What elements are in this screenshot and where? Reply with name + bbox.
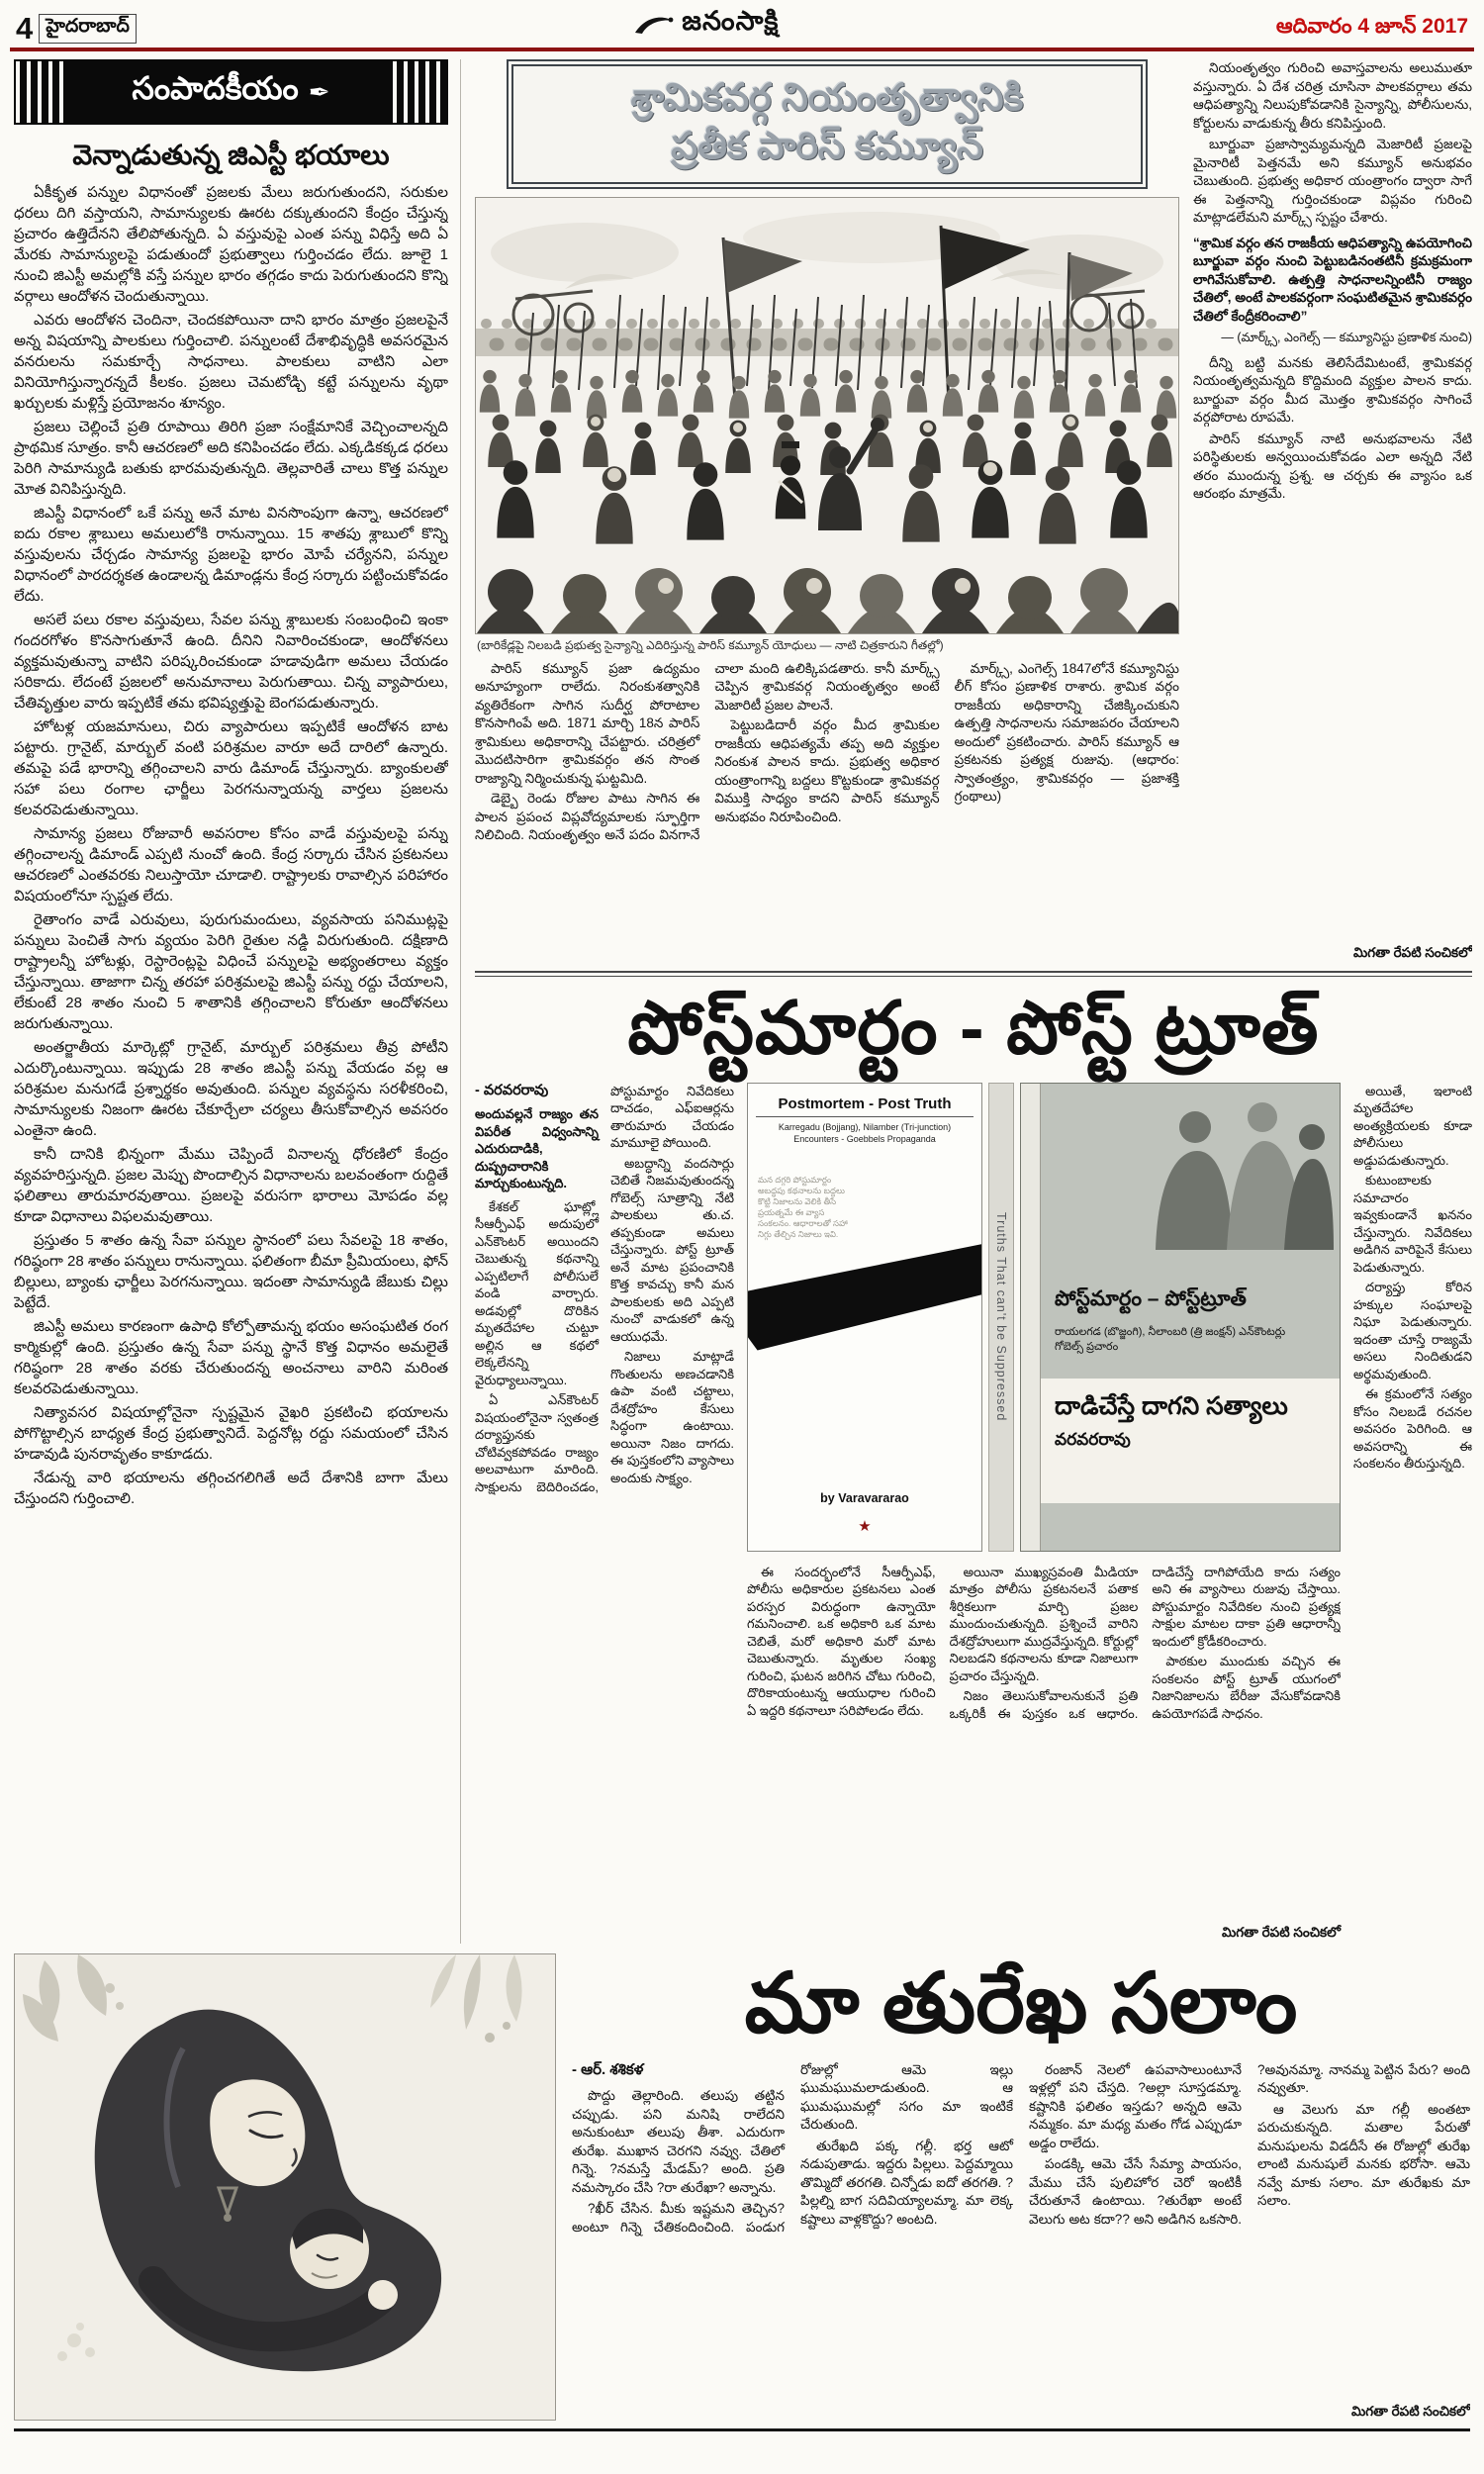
paragraph: ఆ వెలుగు మా గల్లీ అంతటా పరుచుకున్నది. మతాల పేరుతో మనుషులను విడదీసే ఈ రోజుల్లో తురేఖ లాంటి మనుషులే మనకు భరోసా. ఆమె నవ్వే మాకు సలాం. మా తురేఖకు మా సలాం. <box>1257 2101 1470 2209</box>
masthead <box>633 6 779 44</box>
paragraph: రంజాన్ నెలలో ఉపవాసాలుంటూనే ఇళ్లల్లో పని చేస్తది. ?అల్లా సూస్తడమ్మా. కష్టానికి ఫలితం ఇస్తడు? అన్నది ఆమె నమ్మకం. మా మధ్య మతం గోడ ఎప్పుడూ అడ్డం రాలేదు. <box>1029 2061 1242 2150</box>
paragraph: దర్యాప్తు కోరిన హక్కుల సంఘాలపై నిఘా పెడుతున్నారు. ఇదంతా చూస్తే రాజ్యమే అసలు నిందితుడని అర్థమవుతుంది. <box>1353 1280 1472 1381</box>
paragraph: అయితే, ఇలాంటి మృతదేహాల అంత్యక్రియలకు కూడా పోలీసులు అడ్డుపడుతున్నారు. <box>1353 1083 1472 1168</box>
page-info <box>16 13 137 44</box>
paragraph: నిజం తెలుసుకోవాలనుకునే ప్రతి ఒక్కరికీ ఈ పుస్తకం ఒక ఆధారం. దాడిచేస్తే దాగిపోయేది కాదు సత్యం అని ఈ వ్యాసాలు రుజువు చేస్తాయి. పోస్టుమార్టం నివేదికల నుంచి ప్రత్యక్ష సాక్షుల మాటల దాకా ప్రతి ఆధారాన్నీ ఇందులో క్రోడీకరించారు. <box>949 1564 1341 1721</box>
paragraph: ఎవరు ఆందోళన చెందినా, చెందకపోయినా దాని భారం మాత్రం ప్రజలపైనే అన్న విషయాన్ని పాలకులు గుర్తించాలి. పన్నులంటే దేశాభివృద్ధికి అవసరమైన వనరులను సమకూర్చే సాధనాలు. పాలకులు వాటిని ఎలా వినియోగిస్తున్నారన్నదే కీలకం. ప్రజలు చెమటోడ్చి కట్టే పన్నులను వృథా ఖర్చులకు మళ్లిస్తే ప్రయోజనం శూన్యం. <box>14 312 448 413</box>
book-subtitle-line1: రాయలగడ (బొజ్జంగి), నీలాంబరి (త్రి జంక్షన్) ఎన్‌కౌంటర్లు <box>1055 1325 1286 1338</box>
continued-note: మిగతా రేపటి సంచికలో <box>1212 1925 1341 1944</box>
commune-quote-attribution: — (మార్క్స్, ఎంగెల్స్ — కమ్యూనిస్టు ప్రణాళిక నుంచి) <box>1221 331 1472 344</box>
paragraph: పారిస్ కమ్యూన్ నాటి అనుభవాలను నేటి పరిస్థితులకు అన్వయించుకోవడం ఎలా అన్నది నేటి తరం ముందున్న ప్రశ్న. ఆ చర్చకు ఈ వ్యాసం ఒక ఆరంభం మాత్రమే. <box>1193 430 1472 501</box>
postmortem-left-columns <box>475 1083 734 1945</box>
commune-headline-line1: శ్రామికవర్గ నియంతృత్వానికి <box>630 77 1024 119</box>
publisher-mark-icon: ★ <box>858 1517 872 1535</box>
salam-article <box>0 1944 1484 2421</box>
postmortem-article <box>475 983 1472 1944</box>
paragraph: నేడున్న వారి భయాలను తగ్గించగలిగితే అదే దేశానికి బాగా మేలు చేస్తుందని గుర్తించాలి. <box>14 1470 448 1508</box>
editorial-section-banner <box>14 59 448 125</box>
paragraph: కానీ దానికి భిన్నంగా మేము చెప్పిందే వినాలన్న ధోరణిలో కేంద్రం వ్యవహరిస్తున్నది. ప్రజల మెప్పు పొందాల్సిన విధానాలను బలవంతంగా రుద్దితే ఫలితాలు తారుమారవుతాయి. ప్రజలపై వరుసగా భారాలు మోపడం వల్ల కూడా విధానాలు విఫలమవుతాయి. <box>14 1146 448 1226</box>
book-cover-telugu <box>1020 1083 1341 1552</box>
book-tagline: దాడిచేస్తే దాగని సత్యాలు <box>1055 1391 1288 1420</box>
paragraph: పెట్టుబడిదారీ వర్గం మీద శ్రామికుల రాజకీయ ఆధిపత్యమే తప్ప అది వ్యక్తుల నిరంకుశ పాలన కాదు. ప్రభుత్వ అధికార యంత్రాంగాన్ని బద్దలు కొట్టకుండా శ్రామికవర్గ విముక్తి సాధ్యం కాదని పారిస్ కమ్యూన్ అనుభవం నిరూపించింది. <box>714 717 940 824</box>
book-spine-text: Truths That can't be Suppressed <box>994 1211 1008 1422</box>
book-title: Postmortem - Post Truth <box>756 1095 974 1117</box>
page-number: 4 <box>16 11 34 46</box>
paragraph: జిఎస్టీ విధానంలో ఒకే పన్ను అనే మాట వినసొంపుగా ఉన్నా, ఆచరణలో ఐదు రకాల శ్లాబులు అమలులోకి రానున్నాయి. 15 శాతపు శ్లాబులో కొన్ని వస్తువులను చేర్చడం సామాన్య ప్రజలపై భారం మోపే చర్యేనని, పన్నుల విధానంలో పారదర్శకత ఉండాలన్న డిమాండ్లను కేంద్ర సర్కారు పట్టించుకోవడం లేదు. <box>14 505 448 606</box>
paragraph: నిజాలు మాట్లాడే గొంతులను అణచడానికి ఉపా వంటి చట్టాలు, దేశద్రోహం కేసులు సిద్ధంగా ఉంటాయి. అయినా నిజం దాగదు. ఈ పుస్తకంలోని వ్యాసాలు అందుకు సాక్ష్యం. <box>610 1349 734 1485</box>
editorial-section-label: సంపాదకీయం <box>132 69 299 106</box>
paragraph: హోటళ్ల యజమానులు, చిరు వ్యాపారులు ఇప్పటికే ఆందోళన బాట పట్టారు. గ్రానైట్, మార్బుల్ వంటి పరిశ్రమల వారూ అదే దారిలో ఉన్నారు. తమపై పడే భారాన్ని తగ్గించాలని వారు డిమాండ్ చేస్తున్నారు. బ్యాంకులతో సహా పలు రంగాల ఛార్జీలు పెరగనున్నాయన్న వార్తలు ప్రజలను కలవరపెడుతున్నాయి. <box>14 718 448 819</box>
salam-columns <box>572 2061 1470 2421</box>
main-content <box>0 51 1484 1944</box>
paragraph: అంతర్జాతీయ మార్కెట్లో గ్రానైట్, మార్బుల్ పరిశ్రమలు తీవ్ర పోటీని ఎదుర్కొంటున్నాయి. ఇప్పుడు 28 శాతం జిఎస్టీ పన్ను వేయడం వల్ల ఆ పరిశ్రమల మనుగడే ప్రశ్నార్థకం అవుతుంది. పన్నుల వ్యవస్థను సరళీకరించి, సామాన్యులకు నిజంగా ఊరట చేకూర్చేలా చర్యలు తీసుకోవాల్సిన అవసరం ఎంతైనా ఉంది. <box>14 1039 448 1140</box>
paragraph: సామాన్య ప్రజలు రోజువారీ అవసరాల కోసం వాడే వస్తువులపై పన్ను తగ్గించాలన్న డిమాండ్ ఎప్పటి నుంచో ఉంది. కేంద్ర సర్కారు చేసిన ప్రకటనలు ఆచరణలో ఎంతవరకు నిలుస్తాయో చూడాలి. రాష్ట్రాలకు రావాల్సిన పరిహారం విషయంలోనూ స్పష్టత లేదు. <box>14 825 448 905</box>
postmortem-grid <box>475 1083 1472 1945</box>
book-author: by Varavararao <box>820 1490 909 1505</box>
book-subtitle-line2: గోబెల్స్ ప్రచారం <box>1055 1340 1119 1353</box>
section-divider <box>475 971 1472 977</box>
masthead-title: జనంసాక్షి <box>682 6 780 36</box>
paragraph: కుటుంబాలకు సమాచారం ఇవ్వకుండానే ఖననం చేస్తున్నారు. నివేదికలు అడిగిన వారిపైనే కేసులు పెడుతున్నారు. <box>1353 1173 1472 1275</box>
commune-paragraphs <box>475 660 1179 845</box>
paragraph: రైతాంగం వాడే ఎరువులు, పురుగుమందులు, వ్యవసాయ పనిముట్లపై పన్నులు పెంచితే సాగు వ్యయం పెరిగి రైతుల నడ్డి విరుగుతుంది. దక్షిణాది రాష్ట్రాలన్నీ హోటళ్లు, రెస్టారెంట్లపై విధించే పన్నులపై అభ్యంతరాలు వ్యక్తం చేస్తున్నాయి. తాజాగా చిన్న తరహా పరిశ్రమలపై జిఎస్టీ పన్ను రద్దు చేయాలని, లేకుంటే 28 శాతం నుంచి 5 శాతానికి తగ్గించాలని కోరుతూ ఆందోళనలు జరుగుతున్నాయి. <box>14 911 448 1033</box>
book-title-band <box>1041 1379 1340 1503</box>
commune-article <box>475 59 1472 962</box>
paragraph: నిత్యావసర విషయాల్లోనైనా స్పష్టమైన వైఖరి ప్రకటించి భయాలను పోగొట్టాల్సిన బాధ్యత కేంద్ర ప్రభుత్వానిదే. పెద్దనోట్ల రద్దు సమయంలో చేసిన హడావుడి పునరావృతం కాకూడదు. <box>14 1404 448 1464</box>
postmortem-lower-paragraphs <box>747 1564 1341 1724</box>
paragraph: పారిస్ కమ్యూన్ ప్రజా ఉద్యమం అనూహ్యంగా రాలేదు. నిరంకుశత్వానికి వ్యతిరేకంగా సాగిన సుదీర్ఘ పోరాటాల కొనసాగింపే అది. 1871 మార్చి 18న పారిస్ శ్రామికులు అధికారాన్ని చేపట్టారు. చరిత్రలో మొదటిసారిగా శ్రామికవర్గం తన సొంత రాజ్యాన్ని నిర్మించుకున్న ఘట్టమిది. <box>475 660 700 786</box>
commune-headline-line2: ప్రతీక పారిస్ కమ్యూన్ <box>671 126 983 168</box>
paragraph: పాఠకుల ముందుకు వచ్చిన ఈ సంకలనం పోస్ట్ ట్రూత్ యుగంలో నిజానిజాలను బేరీజు వేసుకోవడానికి ఉపయోగపడే సాధనం. <box>1152 1654 1341 1721</box>
paragraph: ప్రజలు చెల్లించే ప్రతి రూపాయి తిరిగి ప్రజా సంక్షేమానికే వెచ్చించాలన్నది ప్రాథమిక సూత్రం. కానీ ఆచరణలో అది కనిపించడం లేదు. ఎక్కడికక్కడ ధరలు పెరిగి సామాన్యుడి బతుకు భారమవుతున్నది. తెల్లవారితే చాలు కొత్త పన్నుల మోత వినిపిస్తున్నది. <box>14 419 448 499</box>
editorial-body <box>14 182 448 1944</box>
right-column-area <box>475 59 1472 1944</box>
paragraph: జిఎస్టీ అమలు కారణంగా ఉపాధి కోల్పోతామన్న భయం అసంఘటిత రంగ కార్మికుల్లో ఉంది. ప్రస్తుతం ఉన్న సేవా పన్ను స్థానే కొత్త విధానం అమలైతే గరిష్ఠంగా 28 శాతం వరకు చేరుతుందన్న అంచనాలు వారిని మరింత కలవరపెడుతున్నాయి. <box>14 1318 448 1398</box>
book-title: పోస్ట్‌మార్టం – పోస్ట్‌ట్రూత్ <box>1055 1286 1247 1310</box>
continued-note: మిగతా రేపటి సంచికలో <box>1342 2403 1470 2422</box>
salam-paragraphs <box>572 2061 1470 2237</box>
postmortem-headline: పోస్ట్‌మార్టం - పోస్ట్ ట్రూత్ <box>627 987 1320 1069</box>
paragraph: దీన్ని బట్టి మనకు తెలిసేదేమిటంటే, శ్రామికవర్గ నియంతృత్వమన్నది కొద్దిమంది వ్యక్తుల పాలన కాదు. బూర్జువా వర్గం మీద మొత్తం శ్రామికవర్గం సాగించే వర్గపోరాట రూపమే. <box>1193 354 1472 425</box>
paragraph: అయినా ముఖ్యస్రవంతి మీడియా మాత్రం పోలీసు ప్రకటనలనే పతాక శీర్షికలుగా మార్చి ప్రజల ముందుంచుతున్నది. ప్రశ్నించే వారిని దేశద్రోహులుగా ముద్రవేస్తున్నది. కోర్టుల్లో నిలబడని కథనాలను కూడా నిజాలుగా ప్రచారం చేస్తున్నది. <box>949 1564 1139 1683</box>
pen-icon: ✒ <box>308 76 330 107</box>
postmortem-lower-columns <box>747 1564 1341 1945</box>
masthead-flourish-icon <box>633 14 675 36</box>
postmortem-right-column <box>1353 1083 1472 1945</box>
commune-body-columns <box>475 660 1179 962</box>
postmortem-center-block <box>747 1083 1341 1945</box>
mother-child-illustration <box>14 1953 556 2421</box>
book-margin-strip <box>1021 1084 1041 1551</box>
illustration-caption: (బారికేడ్లపై నిలబడి ప్రభుత్వ సైన్యాన్ని ఎదిరిస్తున్న పారిస్ కమ్యూన్ యోధులు — నాటి చిత్రకారుని గీతల్లో) <box>477 637 944 652</box>
commune-side-bottom <box>1193 354 1472 504</box>
editorial-paragraphs <box>14 182 448 1509</box>
paragraph: తురేఖది పక్క గల్లీ. భర్త ఆటో నడుపుతాడు. ఇద్దరు పిల్లలు. పెద్దమ్మాయి తొమ్మిదో తరగతి. చిన్నోడు ఐదో తరగతి. ?పిల్లల్ని బాగ సదివియ్యాలమ్మా. మా లెక్క కష్టాలు వాళ్లకొద్దు? అంటది. <box>800 2138 1013 2227</box>
paragraph: అబద్ధాన్ని వందసార్లు చెబితే నిజమవుతుందన్న గోబెల్స్ సూత్రాన్ని నేటి పాలకులు తు.చ. తప్పకుండా అమలు చేస్తున్నారు. పోస్ట్ ట్రూత్ అనే మాట ప్రపంచానికి కొత్త కావచ్చు కానీ మన పాలకులకు అది ఎప్పటి నుంచో వాడుకలో ఉన్న ఆయుధమే. <box>610 1155 734 1344</box>
book-subtitle <box>1055 1325 1332 1355</box>
page-header <box>0 0 1484 46</box>
continued-note: మిగతా రేపటి సంచికలో <box>1344 944 1472 963</box>
salam-body <box>572 1953 1470 2421</box>
book-annotation: మన దగ్గరి పోస్టుమార్టం అబద్ధపు కథనాలను బద్దలు కొట్టి నిజాలను వెలికి తీసే ప్రయత్నమే ఈ వ్యాస సంకలనం. ఆధారాలతో సహా నిగ్గు తేల్చిన నిజాలు ఇవి. <box>758 1174 848 1239</box>
paragraph: ఈ క్రమంలోనే సత్యం కోసం నిలబడే రచనల అవసరం పెరిగింది. ఆ అవసరాన్ని ఈ సంకలనం తీరుస్తున్నది. <box>1353 1386 1472 1471</box>
book-spine-strip <box>988 1083 1014 1552</box>
issue-date: ఆదివారం 4 జూన్ 2017 <box>1275 15 1468 38</box>
salam-headline: మా తురేఖ సలాం <box>744 1956 1298 2049</box>
book-diagonal-band <box>747 1232 982 1351</box>
paris-commune-illustration <box>475 197 1179 634</box>
book-cover-english <box>747 1083 982 1552</box>
crowd-front-row <box>488 414 1172 474</box>
lead-paragraph: అందువల్లనే రాజ్యం తన విపరీత విధ్వంసాన్ని ఎదురుదాడికి, దుష్ప్రచారానికి మార్చుకుంటున్నది. <box>475 1106 599 1190</box>
commune-quote: “శ్రామిక వర్గం తన రాజకీయ ఆధిపత్యాన్ని ఉపయోగించి బూర్జువా వర్గం నుంచి పెట్టుబడినంతటినీ క్రమక్రమంగా లాగివేసుకోవాలి. ఉత్పత్తి సాధనాలన్నింటినీ రాజ్యం చేతిలో, అంటే పాలకవర్గంగా సంఘటితమైన శ్రామికవర్గం చేతిలో కేంద్రీకరించాలి” <box>1193 235 1472 324</box>
paragraph: ఏకీకృత పన్నుల విధానంతో ప్రజలకు మేలు జరుగుతుందని, సరుకుల ధరలు దిగి వస్తాయని, సామాన్యులకు ఊరట దక్కుతుందని కేంద్రం చేస్తున్న ప్రచారం ఉత్తిదేనని తేలిపోతున్నది. ఏ వస్తువుపై ఎంత పన్ను విధిస్తే అది ఏ మేరకు సామాన్యులపై పడుతుందో ప్రభుత్వాలు గుర్తించడం లేదు. జూలై 1 నుంచి జిఎస్టీ అమల్లోకి వస్తే పన్నుల భారం తగ్గడం కాదు పెరుగుతుందని కొన్ని వర్గాలు ఆందోళన చెందుతున్నాయి. <box>14 184 448 306</box>
paragraph: కేశకల్ ఘాట్ల్లో సీఆర్పీఎఫ్ అదుపులో ఎన్‌కౌంటర్ అయిందని చెబుతున్న కథనాన్ని ఎప్పటిలాగే పోలీసులే వండి వార్చారు. అడవుల్లో దొరికిన మృతదేహాల చుట్టూ అల్లిన ఆ కథలో లెక్కలేనన్ని వైరుధ్యాలున్నాయి. <box>475 1198 599 1387</box>
paragraph: మార్క్స్, ఎంగెల్స్ 1847లోనే కమ్యూనిస్టు లీగ్ కోసం ప్రణాళిక రాశారు. శ్రామిక వర్గం రాజకీయ అధికారాన్ని చేజిక్కించుకుని ఉత్పత్తి సాధనాలను సమాజపరం చేయాలని అందులో ప్రకటించారు. పారిస్ కమ్యూన్ ఆ ప్రకటనకు ప్రత్యక్ష రుజువు. (ఆధారం: స్వాతంత్ర్యం, శ్రామికవర్గం — ప్రజాశక్తి గ్రంథాలు) <box>954 660 1179 805</box>
book-author: వరవరరావు <box>1055 1430 1131 1449</box>
commune-main-block <box>475 59 1179 962</box>
commune-side-column <box>1193 59 1472 962</box>
editorial-headline: వెన్నాడుతున్న జిఎస్టీ భయాలు <box>72 140 390 170</box>
author-byline: - ఆర్. శశికళ <box>572 2060 644 2078</box>
editorial-article <box>14 59 461 1944</box>
paragraph: పండక్కి ఆమె చేసే సేమ్యా పాయసం, మేము చేసే పులిహోర చెరో ఇంటికీ చేరుతూనే ఉంటాయి. ?తురేఖా అంటే వెలుగు అట కదా?? అని అడిగిన ఒకసారి. ?అవునమ్మా. నానమ్మ పెట్టిన పేరు? అంది నవ్వుతూ. <box>1029 2061 1470 2227</box>
paragraph: పొద్దు తెల్లారింది. తలుపు తట్టిన చప్పుడు. పని మనిషి రాలేదని అనుకుంటూ తలుపు తీశా. ఎదురుగా తురేఖ. ముఖాన చెరగని నవ్వు. చేతిలో గిన్నె. ?నమస్తే మేడమ్? అంది. ప్రతి నమస్కారం చేసి ?రా తురేఖా? అన్నాను. <box>572 2088 785 2195</box>
book-figures-art <box>1136 1092 1334 1255</box>
banner-title-wrap <box>69 70 393 115</box>
postmortem-right-paragraphs <box>1353 1083 1472 1473</box>
paragraph: డెబ్బై రెండు రోజుల పాటు సాగిన ఈ పాలన ప్రపంచ విప్లవోద్యమాలకు స్ఫూర్తిగా నిలిచింది. నియంతృత్వం అనే పదం వినగానే చాలా మంది ఉలిక్కిపడతారు. కానీ మార్క్స్ చెప్పిన శ్రామికవర్గ నియంతృత్వం అంటే మెజారిటీ ప్రజల పాలనే. <box>475 660 940 843</box>
banner-stripes-left <box>16 61 69 123</box>
paragraph: ఏ ఎన్‌కౌంటర్ విషయంలోనైనా స్వతంత్ర దర్యాప్తునకు చోటివ్వకపోవడం రాజ్యం అలవాటుగా మారింది. సాక్షులను బెదిరించడం, పోస్టుమార్టం నివేదికలు దాచడం, ఎఫ్‌ఐఆర్లను తారుమారు చేయడం మామూలై పోయింది. <box>475 1083 734 1494</box>
book-subtitle: Karregadu (Bojjang), Nilamber (Tri-junction) Encounters - Goebbels Propaganda <box>778 1121 952 1144</box>
commune-headline-box <box>507 59 1148 189</box>
paragraph: నియంతృత్వం గురించి అవాస్తవాలను అలుముతూ వస్తున్నారు. ఏ దేశ చరిత్ర చూసినా పాలకవర్గాలు తమ ఆధిపత్యాన్ని నిలుపుకోవడానికి సైన్యాన్ని, పోలీసులను, కోర్టులను వాడుకున్న తీరు కనిపిస్తుంది. <box>1193 60 1472 131</box>
paragraph: ?ఖీర్ చేసిన. మీకు ఇష్టమని తెచ్చిన? అంటూ గిన్నె చేతికందించింది. పండుగ రోజుల్లో ఆమె ఇల్లు ఘుమఘుమలాడుతుంది. ఆ ఘుమఘుమల్లో సగం మా ఇంటికే చేరుతుంది. <box>572 2061 1013 2235</box>
author-byline: - వరవరరావు <box>475 1082 549 1098</box>
commune-side-top <box>1193 59 1472 228</box>
banner-stripes-right <box>393 61 446 123</box>
paragraph: ప్రస్తుతం 5 శాతం ఉన్న సేవా పన్నుల స్థానంలో పలు సేవలపై 18 శాతం, గరిష్ఠంగా 28 శాతం పన్నులు రానున్నాయి. ఫలితంగా బీమా ప్రీమియంలు, ఫోన్ బిల్లులు, బ్యాంకు ఛార్జీలు పెరగనున్నాయి. ఇదంతా సామాన్యుడి జేబుకు చిల్లు పెట్టేదే. <box>14 1232 448 1312</box>
bottom-rule <box>14 2428 1470 2431</box>
paragraph: బూర్జువా ప్రజాస్వామ్యమన్నది మెజారిటీ ప్రజలపై మైనారిటీ పెత్తనమే అని కమ్యూన్ అనుభవం చెబుతుంది. ప్రభుత్వ అధికార యంత్రాంగం ద్వారా సాగే ఈ పెత్తనాన్ని గుర్తించకుండా విప్లవం గురించి మాట్లాడలేమని మార్క్స్ స్పష్టం చేశారు. <box>1193 137 1472 225</box>
book-covers <box>747 1083 1341 1552</box>
paragraph: అసలే పలు రకాల వస్తువులు, సేవల పన్ను శ్లాబులకు సంబంధించి ఇంకా గందరగోళం కొనసాగుతూనే ఉంది. దీనిని నివారించకుండా, ఆందోళనలు వ్యక్తమవుతున్నా వాటిని పరిష్కరించకుండా హడావుడిగా అమలు చేయడం సరికాదు. లేదంటే ప్రజలలో అనుమానాలు పెరుగుతాయి. చిన్న వ్యాపారులు, చేతివృత్తుల వారు ఇప్పటికే తమ భవిష్యత్తుపై బెంగపడుతున్నారు. <box>14 612 448 713</box>
paragraph: ఈ సందర్భంలోనే సీఆర్పీఎఫ్, పోలీసు అధికారుల ప్రకటనలు ఎంత పరస్పర విరుద్ధంగా ఉన్నాయో గమనించాలి. ఒక అధికారి ఒక మాట చెబితే, మరో అధికారి మరో మాట చెబుతున్నారు. మృతుల సంఖ్య గురించి, ఘటన జరిగిన చోటు గురించి, దొరికాయంటున్న ఆయుధాల గురించి ఏ ఇద్దరి కథనాలూ సరిపోలడం లేదు. <box>747 1564 936 1718</box>
edition-city: హైదరాబాద్ <box>39 14 137 44</box>
